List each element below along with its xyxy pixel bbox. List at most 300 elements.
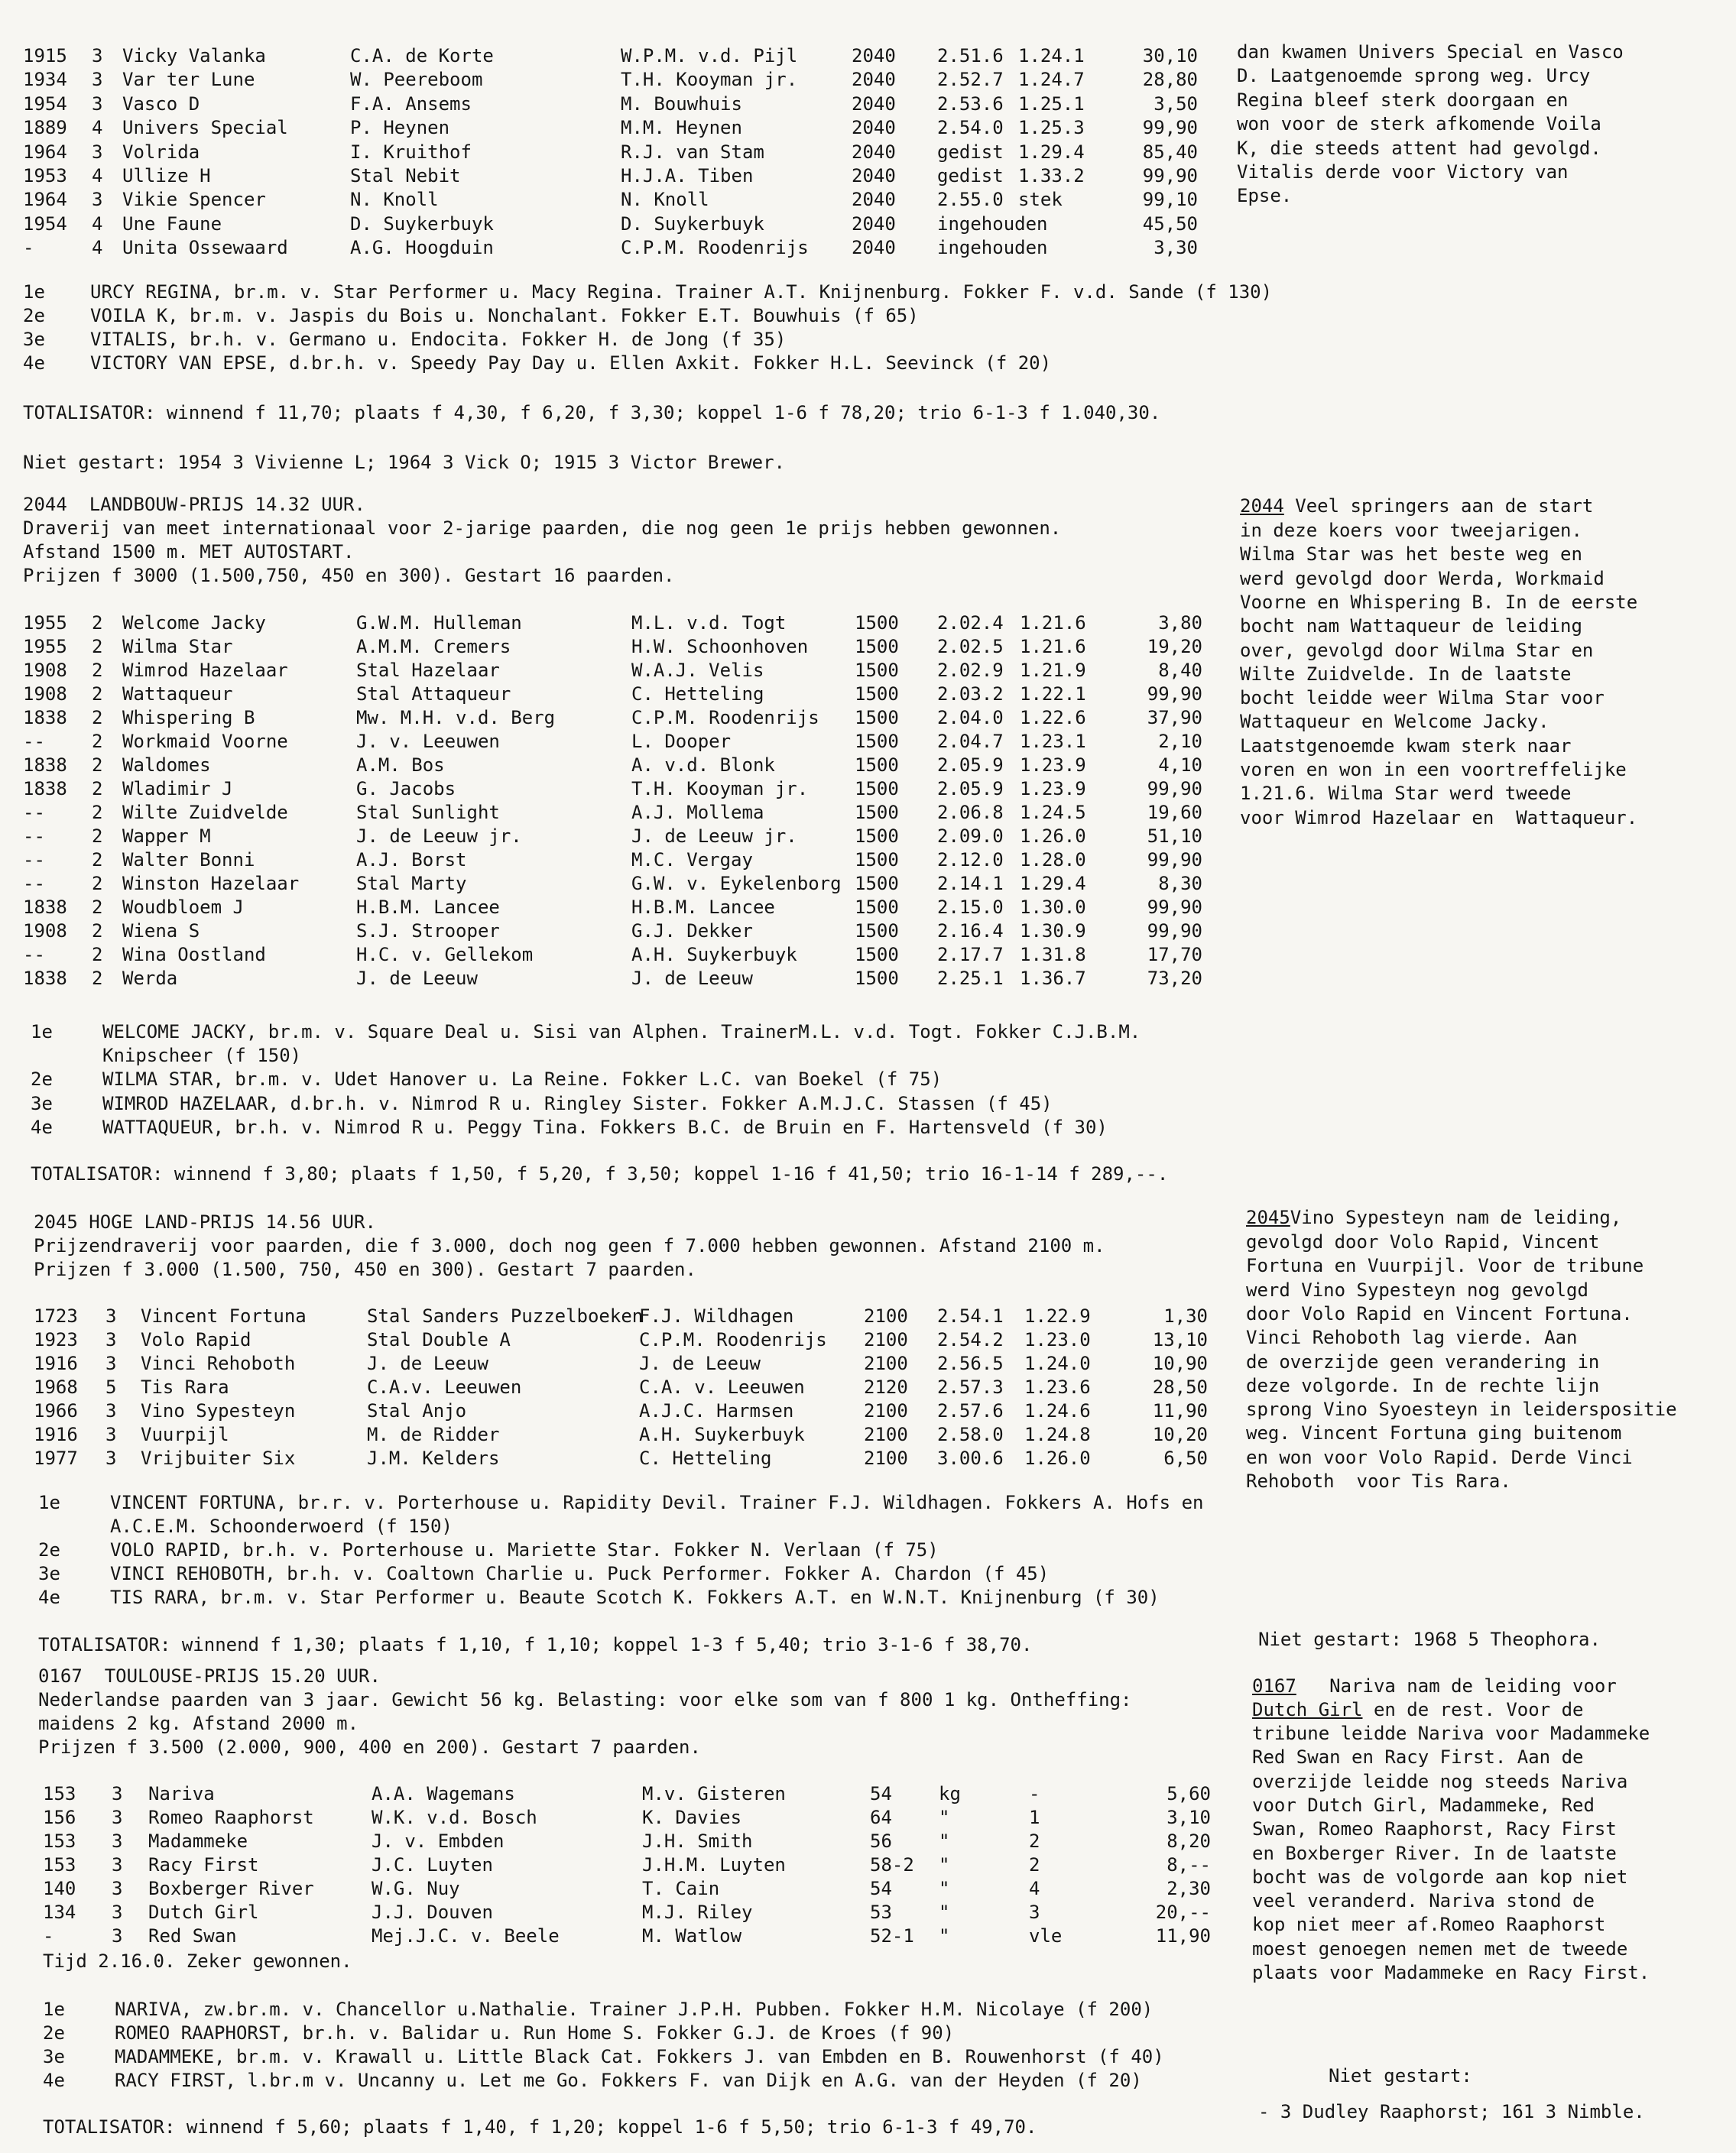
cell-driver: H.B.M. Lancee (631, 897, 775, 918)
cell-km: stek (1018, 189, 1063, 211)
cell-km: 1.29.4 (1018, 141, 1085, 163)
cell-owner: J. de Leeuw jr. (356, 825, 522, 847)
cell-owner: G.W.M. Hulleman (356, 612, 522, 634)
cell-horse: Wilte Zuidvelde (122, 802, 288, 823)
race-comment: Epse. (1237, 185, 1293, 207)
race-header: Prijzen f 3.000 (1.500, 750, 450 en 300). Gestart 7 paarden. (34, 1259, 696, 1280)
race-comment: door Volo Rapid en Vincent Fortuna. (1246, 1302, 1633, 1325)
cell-horse: Romeo Raaphorst (148, 1807, 314, 1828)
cell-horse: Volo Rapid (141, 1329, 251, 1350)
cell-driver: M.M. Heynen (621, 117, 742, 139)
race-comment-number: 2044 (1240, 495, 1284, 517)
cell-odds: 99,90 (1147, 849, 1202, 871)
result-row (0, 1877, 1223, 1901)
cell-driver: M. Bouwhuis (621, 92, 742, 115)
cell-nr: -- (23, 825, 45, 847)
cell-unit: " (939, 1902, 950, 1923)
cell-horse: Wilma Star (122, 636, 233, 657)
place-text: VINCI REHOBOTH, br.h. v. Coaltown Charlie u. Puck Performer. Fokker A. Chardon (f 45) (110, 1563, 1050, 1584)
cell-dist: 2100 (864, 1305, 908, 1327)
cell-age: 2 (92, 731, 103, 752)
cell-horse: Wiena S (122, 920, 200, 942)
cell-dist: 1500 (855, 802, 899, 823)
race-comment: werd gevolgd door Werda, Workmaid (1240, 567, 1605, 589)
cell-nr: 1915 (23, 45, 67, 66)
race-comment: deze volgorde. In de rechte lijn (1246, 1374, 1600, 1396)
cell-odds: 85,40 (1142, 141, 1198, 163)
totalisator: TOTALISATOR: winnend f 3,80; plaats f 1,50, f 5,20, f 3,50; koppel 1-16 f 41,50; trio 16-1-14 f 289,--. (31, 1163, 1169, 1185)
not-started: Niet gestart: 1954 3 Vivienne L; 1964 3 Vick O; 1915 3 Victor Brewer. (23, 452, 785, 473)
cell-driver: A.J. Mollema (631, 802, 764, 823)
cell-driver: C.P.M. Roodenrijs (621, 237, 809, 259)
race-comment-second (1252, 1698, 1583, 1722)
place-text: Knipscheer (f 150) (102, 1045, 302, 1067)
race-comment: weg. Vincent Fortuna ging buitenom (1246, 1422, 1622, 1445)
cell-driver: G.W. v. Eykelenborg (631, 873, 842, 894)
race-comment-first (1240, 494, 1593, 518)
cell-time: 2.15.0 (937, 897, 1004, 918)
cell-horse: Tis Rara (141, 1376, 229, 1398)
race-comment: overzijde leidde nog steeds Nariva (1252, 1770, 1628, 1792)
cell-dist: 1500 (855, 778, 899, 799)
cell-driver: H.J.A. Tiben (621, 165, 754, 186)
cell-unit: " (939, 1878, 950, 1899)
race-comment: bocht leidde weer Wilma Star voor (1240, 687, 1605, 709)
cell-nr: 1966 (34, 1400, 78, 1422)
cell-dist: 2100 (864, 1353, 908, 1374)
cell-age: 3 (112, 1878, 123, 1899)
cell-nr: 1977 (34, 1448, 78, 1469)
place-label: 1e (43, 1999, 65, 2020)
place-text: VITALIS, br.h. v. Germano u. Endocita. Fokker H. de Jong (f 35) (90, 329, 787, 350)
cell-age: 3 (105, 1400, 117, 1422)
place-label: 4e (43, 2070, 65, 2091)
cell-nr: - (23, 237, 34, 259)
cell-owner: N. Knoll (350, 189, 439, 211)
cell-age: 5 (105, 1376, 117, 1398)
cell-owner: J. v. Leeuwen (356, 731, 500, 752)
result-row (0, 1305, 1223, 1328)
race-comment: en won voor Volo Rapid. Derde Vinci (1246, 1446, 1633, 1468)
result-row (0, 141, 1223, 164)
cell-owner: Stal Sanders Puzzelboeken (367, 1305, 644, 1327)
cell-km: 1.23.9 (1020, 778, 1086, 799)
cell-km: 1.24.6 (1024, 1400, 1091, 1422)
race-comment: Vitalis derde voor Victory van (1237, 161, 1569, 183)
cell-time: 2.06.8 (937, 802, 1004, 823)
race-comment-first (1246, 1206, 1621, 1230)
cell-margin: 4 (1029, 1878, 1040, 1899)
cell-dist: 1500 (855, 683, 899, 705)
cell-odds: 19,20 (1147, 636, 1202, 657)
place-label: 2e (38, 1539, 60, 1561)
cell-driver: J. de Leeuw jr. (631, 825, 797, 847)
cell-margin: 2 (1029, 1830, 1040, 1852)
cell-horse: Vuurpijl (141, 1424, 229, 1445)
cell-weight: 53 (870, 1902, 892, 1923)
place-label: 2e (23, 305, 45, 326)
cell-dist: 1500 (855, 754, 899, 776)
cell-nr: 1964 (23, 189, 67, 211)
cell-nr: 1908 (23, 683, 67, 705)
cell-dist: 2040 (852, 117, 896, 139)
cell-horse: Red Swan (148, 1925, 237, 1947)
place-text: VINCENT FORTUNA, br.r. v. Porterhouse u. Rapidity Devil. Trainer F.J. Wildhagen. Fokkers A. Hofs en (110, 1492, 1204, 1513)
cell-time: 2.57.6 (937, 1400, 1004, 1422)
cell-horse: Werda (122, 968, 178, 989)
result-row (0, 92, 1223, 116)
cell-owner: C.A. de Korte (350, 45, 494, 66)
cell-odds: 8,40 (1158, 660, 1202, 681)
cell-time: 2.04.7 (937, 731, 1004, 752)
place-text: WILMA STAR, br.m. v. Udet Hanover u. La Reine. Fokker L.C. van Boekel (f 75) (102, 1068, 943, 1091)
cell-owner: J.J. Douven (372, 1902, 493, 1923)
cell-odds: 8,20 (1167, 1830, 1211, 1852)
race-comment: Vinci Rehoboth lag vierde. Aan (1246, 1327, 1578, 1349)
cell-owner: J. v. Embden (372, 1830, 505, 1852)
cell-dist: 1500 (855, 731, 899, 752)
cell-time: ingehouden (937, 212, 1048, 235)
cell-odds: 13,10 (1152, 1329, 1208, 1350)
cell-km: 1.30.0 (1020, 897, 1086, 918)
cell-unit: " (939, 1830, 950, 1852)
cell-time: 2.51.6 (937, 45, 1004, 66)
cell-horse: Woudbloem J (122, 897, 244, 918)
cell-km: 1.24.5 (1020, 802, 1086, 823)
cell-odds: 11,90 (1152, 1400, 1208, 1422)
cell-nr: 1955 (23, 636, 67, 657)
cell-odds: 99,90 (1147, 778, 1202, 799)
cell-owner: Stal Sunlight (356, 802, 500, 823)
result-row (0, 896, 1223, 919)
cell-odds: 99,90 (1147, 683, 1202, 705)
not-started-label: Niet gestart: (1329, 2065, 1472, 2087)
cell-driver: A.H. Suykerbuyk (631, 944, 797, 965)
race-header: Draverij van meet internationaal voor 2-jarige paarden, die nog geen 1e prijs hebben gewonnen. (23, 517, 1062, 539)
cell-time: 2.53.6 (937, 92, 1004, 115)
race-comment: moest genoegen nemen met de tweede (1252, 1937, 1628, 1960)
result-row (0, 188, 1223, 212)
place-label: 3e (38, 1563, 60, 1584)
cell-age: 2 (92, 968, 103, 989)
cell-km: 1.36.7 (1020, 968, 1086, 989)
cell-owner: H.B.M. Lancee (356, 897, 500, 918)
place-label: 2e (31, 1068, 53, 1091)
cell-horse: Wattaqueur (122, 683, 233, 705)
cell-odds: 51,10 (1147, 825, 1202, 847)
cell-horse: Whispering B (122, 707, 255, 728)
cell-odds: 19,60 (1147, 802, 1202, 823)
cell-horse: Univers Special (122, 117, 288, 139)
not-started: - 3 Dudley Raaphorst; 161 3 Nimble. (1258, 2101, 1645, 2122)
cell-age: 3 (105, 1448, 117, 1469)
race-comment: Voorne en Whispering B. In de eerste (1240, 591, 1638, 613)
cell-horse: Vincent Fortuna (141, 1305, 307, 1327)
place-label: 1e (31, 1021, 53, 1042)
cell-nr: 1838 (23, 897, 67, 918)
cell-driver: J.H.M. Luyten (642, 1854, 786, 1876)
result-row (0, 1399, 1223, 1423)
cell-nr: 1838 (23, 754, 67, 776)
cell-dist: 1500 (855, 612, 899, 634)
cell-age: 4 (92, 165, 103, 186)
cell-km: 1.26.0 (1024, 1448, 1091, 1469)
cell-margin: - (1029, 1783, 1040, 1804)
result-row (0, 872, 1223, 896)
cell-nr: 1955 (23, 612, 67, 634)
cell-age: 2 (92, 683, 103, 705)
place-label: 4e (23, 352, 45, 374)
cell-driver: A.H. Suykerbuyk (639, 1424, 805, 1445)
cell-owner: D. Suykerbuyk (350, 212, 494, 235)
cell-time: 2.05.9 (937, 754, 1004, 776)
cell-age: 3 (112, 1902, 123, 1923)
cell-driver: A.J.C. Harmsen (639, 1400, 794, 1422)
cell-age: 3 (105, 1424, 117, 1445)
cell-age: 3 (112, 1830, 123, 1852)
result-row (0, 164, 1223, 188)
cell-nr: 153 (43, 1783, 76, 1804)
place-label: 4e (38, 1587, 60, 1608)
cell-dist: 2100 (864, 1448, 908, 1469)
cell-age: 2 (92, 920, 103, 942)
cell-odds: 10,90 (1152, 1353, 1208, 1374)
cell-odds: 30,10 (1142, 45, 1198, 66)
race-comment: Fortuna en Vuurpijl. Voor de tribune (1246, 1255, 1644, 1277)
cell-nr: 1838 (23, 778, 67, 799)
result-row (0, 44, 1223, 68)
cell-nr: 134 (43, 1902, 76, 1923)
cell-age: 2 (92, 897, 103, 918)
cell-time: 2.02.4 (937, 612, 1004, 634)
cell-time: 2.25.1 (937, 968, 1004, 989)
cell-nr: 156 (43, 1807, 76, 1828)
cell-horse: Vino Sypesteyn (141, 1400, 296, 1422)
totalisator: TOTALISATOR: winnend f 11,70; plaats f 4,30, f 6,20, f 3,30; koppel 1-6 f 78,20; trio 6-1-3 f 1.040,30. (23, 402, 1161, 423)
race-comment: kop niet meer af.Romeo Raaphorst (1252, 1914, 1606, 1936)
cell-dist: 2040 (852, 141, 896, 163)
cell-horse: Racy First (148, 1854, 259, 1876)
cell-driver: K. Davies (642, 1807, 742, 1828)
cell-nr: 1908 (23, 920, 67, 942)
cell-weight: 64 (870, 1807, 892, 1828)
cell-weight: 56 (870, 1830, 892, 1852)
cell-nr: 1934 (23, 69, 67, 91)
result-row (0, 848, 1223, 872)
cell-owner: A.M. Bos (356, 754, 445, 776)
cell-owner: A.G. Hoogduin (350, 237, 494, 259)
cell-nr: 1916 (34, 1353, 78, 1374)
cell-horse: Volrida (122, 141, 200, 163)
cell-km: 1.22.9 (1024, 1305, 1091, 1327)
cell-nr: 1838 (23, 968, 67, 989)
cell-unit: " (939, 1854, 950, 1876)
place-text: ROMEO RAAPHORST, br.h. v. Balidar u. Run Home S. Fokker G.J. de Kroes (f 90) (115, 2022, 955, 2044)
cell-odds: 11,90 (1155, 1925, 1211, 1947)
place-text: VOILA K, br.m. v. Jaspis du Bois u. Nonchalant. Fokker E.T. Bouwhuis (f 65) (90, 305, 919, 326)
cell-horse: Vinci Rehoboth (141, 1353, 296, 1374)
cell-driver: T.H. Kooyman jr. (621, 69, 798, 91)
cell-unit: " (939, 1925, 950, 1947)
cell-odds: 28,50 (1152, 1376, 1208, 1398)
cell-dist: 1500 (855, 825, 899, 847)
cell-odds: 8,30 (1158, 873, 1202, 894)
cell-owner: J. de Leeuw (356, 968, 478, 989)
cell-age: 2 (92, 612, 103, 634)
cell-km: 1.21.6 (1020, 636, 1086, 657)
cell-horse: Wladimir J (122, 778, 233, 799)
cell-odds: 3,50 (1154, 92, 1198, 115)
cell-driver: C.A. v. Leeuwen (639, 1376, 805, 1398)
cell-driver: M. Watlow (642, 1925, 742, 1947)
cell-time: 2.02.5 (937, 636, 1004, 657)
cell-age: 3 (92, 69, 103, 91)
cell-horse: Unita Ossewaard (122, 237, 288, 259)
race-comment: Rehoboth voor Tis Rara. (1246, 1470, 1511, 1492)
cell-owner: A.J. Borst (356, 849, 467, 871)
cell-km: 1.24.8 (1024, 1424, 1091, 1445)
cell-nr: 1916 (34, 1424, 78, 1445)
result-row (0, 1806, 1223, 1830)
cell-odds: 99,90 (1147, 897, 1202, 918)
cell-km: 1.23.0 (1024, 1329, 1091, 1350)
place-text: URCY REGINA, br.m. v. Star Performer u. Macy Regina. Trainer A.T. Knijnenburg. Fokker F. v.d. Sande (f 130) (90, 281, 1273, 303)
place-label: 4e (31, 1116, 53, 1138)
place-label: 3e (43, 2046, 65, 2067)
cell-nr: -- (23, 849, 45, 871)
result-row (0, 919, 1223, 943)
cell-horse: Waldomes (122, 754, 211, 776)
cell-odds: 28,80 (1142, 69, 1198, 91)
place-text: WIMROD HAZELAAR, d.br.h. v. Nimrod R u. Ringley Sister. Fokker A.M.J.C. Stassen (f 45) (102, 1092, 1053, 1114)
cell-driver: C.P.M. Roodenrijs (631, 707, 819, 728)
result-row (0, 825, 1223, 848)
cell-dist: 2040 (852, 165, 896, 186)
cell-driver: A. v.d. Blonk (631, 754, 775, 776)
cell-time: 2.03.2 (937, 683, 1004, 705)
cell-nr: 1964 (23, 141, 67, 163)
cell-nr: 1968 (34, 1376, 78, 1398)
not-started: Niet gestart: 1968 5 Theophora. (1258, 1629, 1601, 1650)
cell-horse: Ullize H (122, 165, 211, 186)
race-comment: K, die steeds attent had gevolgd. (1237, 137, 1601, 159)
cell-owner: Stal Anjo (367, 1400, 467, 1422)
cell-driver: D. Suykerbuyk (621, 212, 764, 235)
cell-odds: 10,20 (1152, 1424, 1208, 1445)
result-row (0, 967, 1223, 991)
race-comment: bocht was de volgorde aan kop niet (1252, 1866, 1628, 1888)
cell-age: 3 (112, 1783, 123, 1804)
result-row (0, 116, 1223, 140)
cell-owner: J.C. Luyten (372, 1854, 493, 1876)
cell-owner: Stal Attaqueur (356, 683, 511, 705)
cell-age: 2 (92, 849, 103, 871)
race-comment: 1.21.6. Wilma Star werd tweede (1240, 783, 1572, 805)
cell-age: 2 (92, 636, 103, 657)
cell-owner: C.A.v. Leeuwen (367, 1376, 522, 1398)
place-text: MADAMMEKE, br.m. v. Krawall u. Little Black Cat. Fokkers J. van Embden en B. Rouwenhorst (f 40) (115, 2046, 1164, 2067)
cell-odds: 99,90 (1142, 165, 1198, 186)
cell-odds: 1,30 (1163, 1305, 1208, 1327)
cell-dist: 1500 (855, 636, 899, 657)
race-comment: dan kwamen Univers Special en Vasco (1237, 41, 1624, 63)
cell-weight: 54 (870, 1783, 892, 1804)
cell-km: 1.21.6 (1020, 612, 1086, 634)
cell-time: gedist (937, 141, 1004, 163)
cell-time: 2.52.7 (937, 69, 1004, 91)
cell-dist: 2040 (852, 92, 896, 115)
cell-age: 2 (92, 707, 103, 728)
place-label: 1e (23, 281, 45, 303)
cell-odds: 8,-- (1167, 1854, 1211, 1876)
result-row (0, 1423, 1223, 1447)
cell-owner: Stal Hazelaar (356, 660, 500, 681)
race-comment: voor Wimrod Hazelaar en Wattaqueur. (1240, 806, 1638, 828)
cell-nr: 1908 (23, 660, 67, 681)
cell-owner: J.M. Kelders (367, 1448, 500, 1469)
cell-odds: 37,90 (1147, 707, 1202, 728)
result-row (0, 212, 1223, 236)
result-row (0, 706, 1223, 730)
cell-margin: 1 (1029, 1807, 1040, 1828)
race-comment: Regina bleef sterk doorgaan en (1237, 89, 1569, 111)
result-row (0, 1830, 1223, 1853)
cell-time: gedist (937, 165, 1004, 186)
cell-dist: 2040 (852, 189, 896, 211)
race-comment: en Boxberger River. In de laatste (1252, 1842, 1617, 1864)
cell-time: 2.09.0 (937, 825, 1004, 847)
cell-age: 3 (105, 1353, 117, 1374)
cell-nr: 1838 (23, 707, 67, 728)
cell-horse: Workmaid Voorne (122, 731, 288, 752)
cell-owner: S.J. Strooper (356, 920, 500, 942)
cell-dist: 1500 (855, 920, 899, 942)
race-comment: Red Swan en Racy First. Aan de (1252, 1746, 1584, 1769)
place-text: VICTORY VAN EPSE, d.br.h. v. Speedy Pay Day u. Ellen Axkit. Fokker H.L. Seevinck (f 20) (90, 352, 1052, 374)
cell-km: 1.23.9 (1020, 754, 1086, 776)
cell-age: 4 (92, 237, 103, 259)
race-comment: gevolgd door Volo Rapid, Vincent (1246, 1231, 1600, 1253)
cell-weight: 52-1 (870, 1925, 914, 1947)
cell-odds: 2,10 (1158, 731, 1202, 752)
cell-horse: Welcome Jacky (122, 612, 266, 634)
cell-time: 2.58.0 (937, 1424, 1004, 1445)
cell-time: 2.17.7 (937, 944, 1004, 965)
cell-km: 1.30.9 (1020, 920, 1086, 942)
cell-time: 2.54.2 (937, 1329, 1004, 1350)
cell-km: 1.23.6 (1024, 1376, 1091, 1398)
place-text: WELCOME JACKY, br.m. v. Square Deal u. Sisi van Alphen. TrainerM.L. v.d. Togt. Fokker C.J.B.M. (102, 1021, 1141, 1042)
cell-odds: 2,30 (1167, 1878, 1211, 1899)
cell-time: 2.54.1 (937, 1305, 1004, 1327)
cell-dist: 2100 (864, 1424, 908, 1445)
cell-driver: R.J. van Stam (621, 141, 764, 163)
cell-nr: 1723 (34, 1305, 78, 1327)
cell-owner: F.A. Ansems (350, 92, 472, 115)
cell-age: 2 (92, 944, 103, 965)
cell-driver: L. Dooper (631, 731, 732, 752)
cell-km: 1.25.3 (1018, 117, 1085, 139)
cell-time: 2.16.4 (937, 920, 1004, 942)
race-comment: Swan, Romeo Raaphorst, Racy First (1252, 1818, 1617, 1840)
cell-dist: 1500 (855, 660, 899, 681)
cell-odds: 17,70 (1147, 944, 1202, 965)
cell-nr: 153 (43, 1830, 76, 1852)
cell-driver: G.J. Dekker (631, 920, 753, 942)
cell-owner: P. Heynen (350, 117, 450, 139)
cell-time: 2.54.0 (937, 117, 1004, 139)
race-comment: voren en won in een voortreffelijke (1240, 759, 1627, 780)
